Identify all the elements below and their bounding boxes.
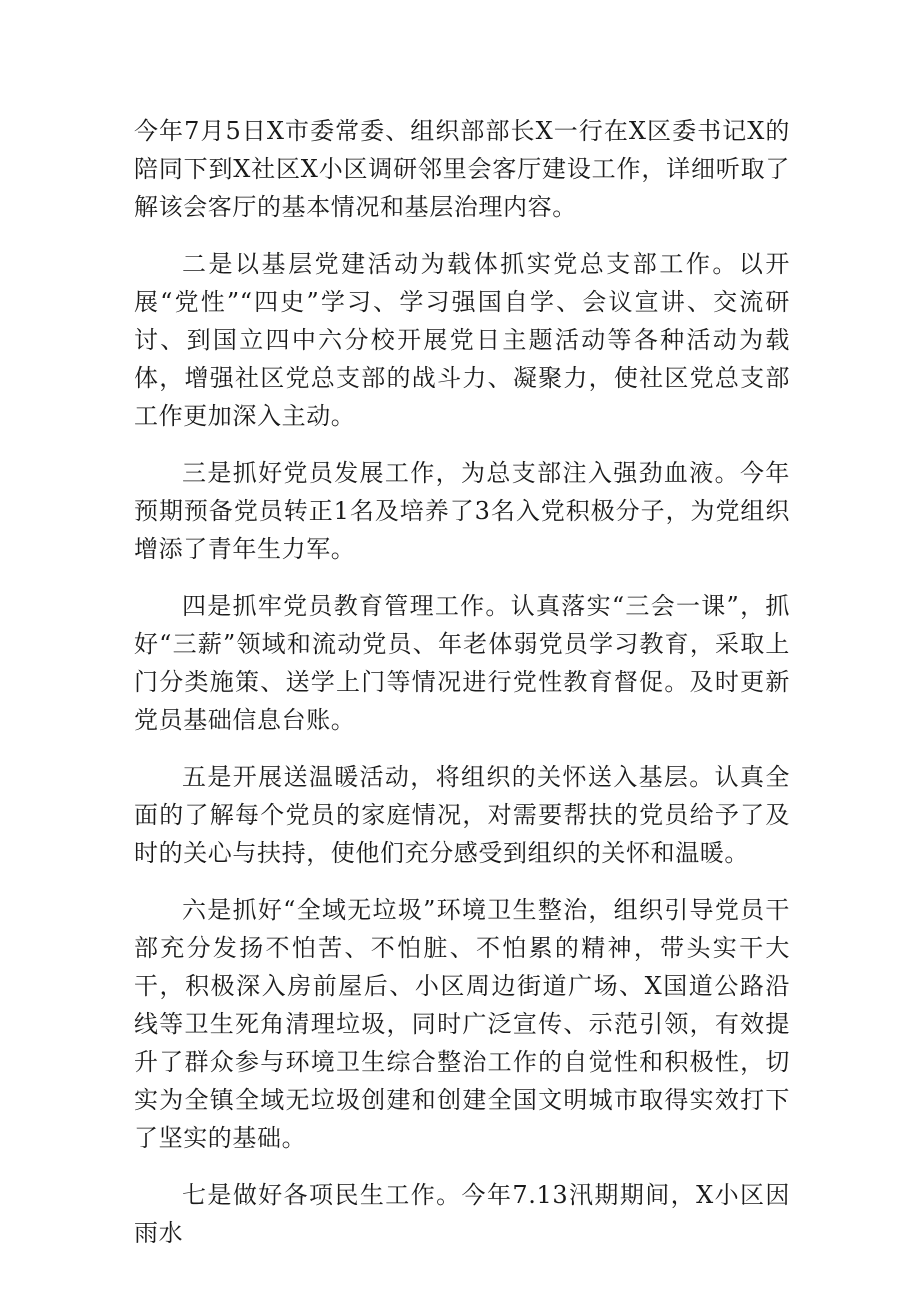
paragraph-intro: 今年7月5日X市委常委、组织部部长X一行在X区委书记X的陪同下到X社区X小区调研邻里会客厅建设工作，详细听取了解该会客厅的基本情况和基层治理内容。 [134,117,790,221]
paragraph-point-7: 七是做好各项民生工作。今年7.13汛期期间，X小区因雨水 [134,1181,790,1247]
paragraph-point-4: 四是抓牢党员教育管理工作。认真落实“三会一课”，抓好“三薪”领域和流动党员、年老体弱党员学习教育，采取上门分类施策、送学上门等情况进行党性教育督促。及时更新党员基础信息台账。 [134,592,790,734]
paragraph-point-6: 六是抓好“全域无垃圾”环境卫生整治，组织引导党员干部充分发扬不怕苦、不怕脏、不怕累的精神，带头实干大干，积极深入房前屋后、小区周边街道广场、X国道公路沿线等卫生死角清理垃圾，同时广泛宣传、示范引领，有效提升了群众参与环境卫生综合整治工作的自觉性和积极性，切实为全镇全域无垃圾创建和创建全国文明城市取得实效打下了坚实的基础。 [134,896,790,1152]
paragraph-point-2: 二是以基层党建活动为载体抓实党总支部工作。以开展“党性”“四史”学习、学习强国自学、会议宣讲、交流研讨、到国立四中六分校开展党日主题活动等各种活动为载体，增强社区党总支部的战斗力、凝聚力，使社区党总支部工作更加深入主动。 [134,250,790,430]
document-body [134,112,790,1252]
paragraph-point-5: 五是开展送温暖活动，将组织的关怀送入基层。认真全面的了解每个党员的家庭情况，对需要帮扶的党员给予了及时的关心与扶持，使他们充分感受到组织的关怀和温暖。 [134,763,790,867]
paragraph-point-3: 三是抓好党员发展工作，为总支部注入强劲血液。今年预期预备党员转正1名及培养了3名入党积极分子，为党组织增添了青年生力军。 [134,459,790,563]
